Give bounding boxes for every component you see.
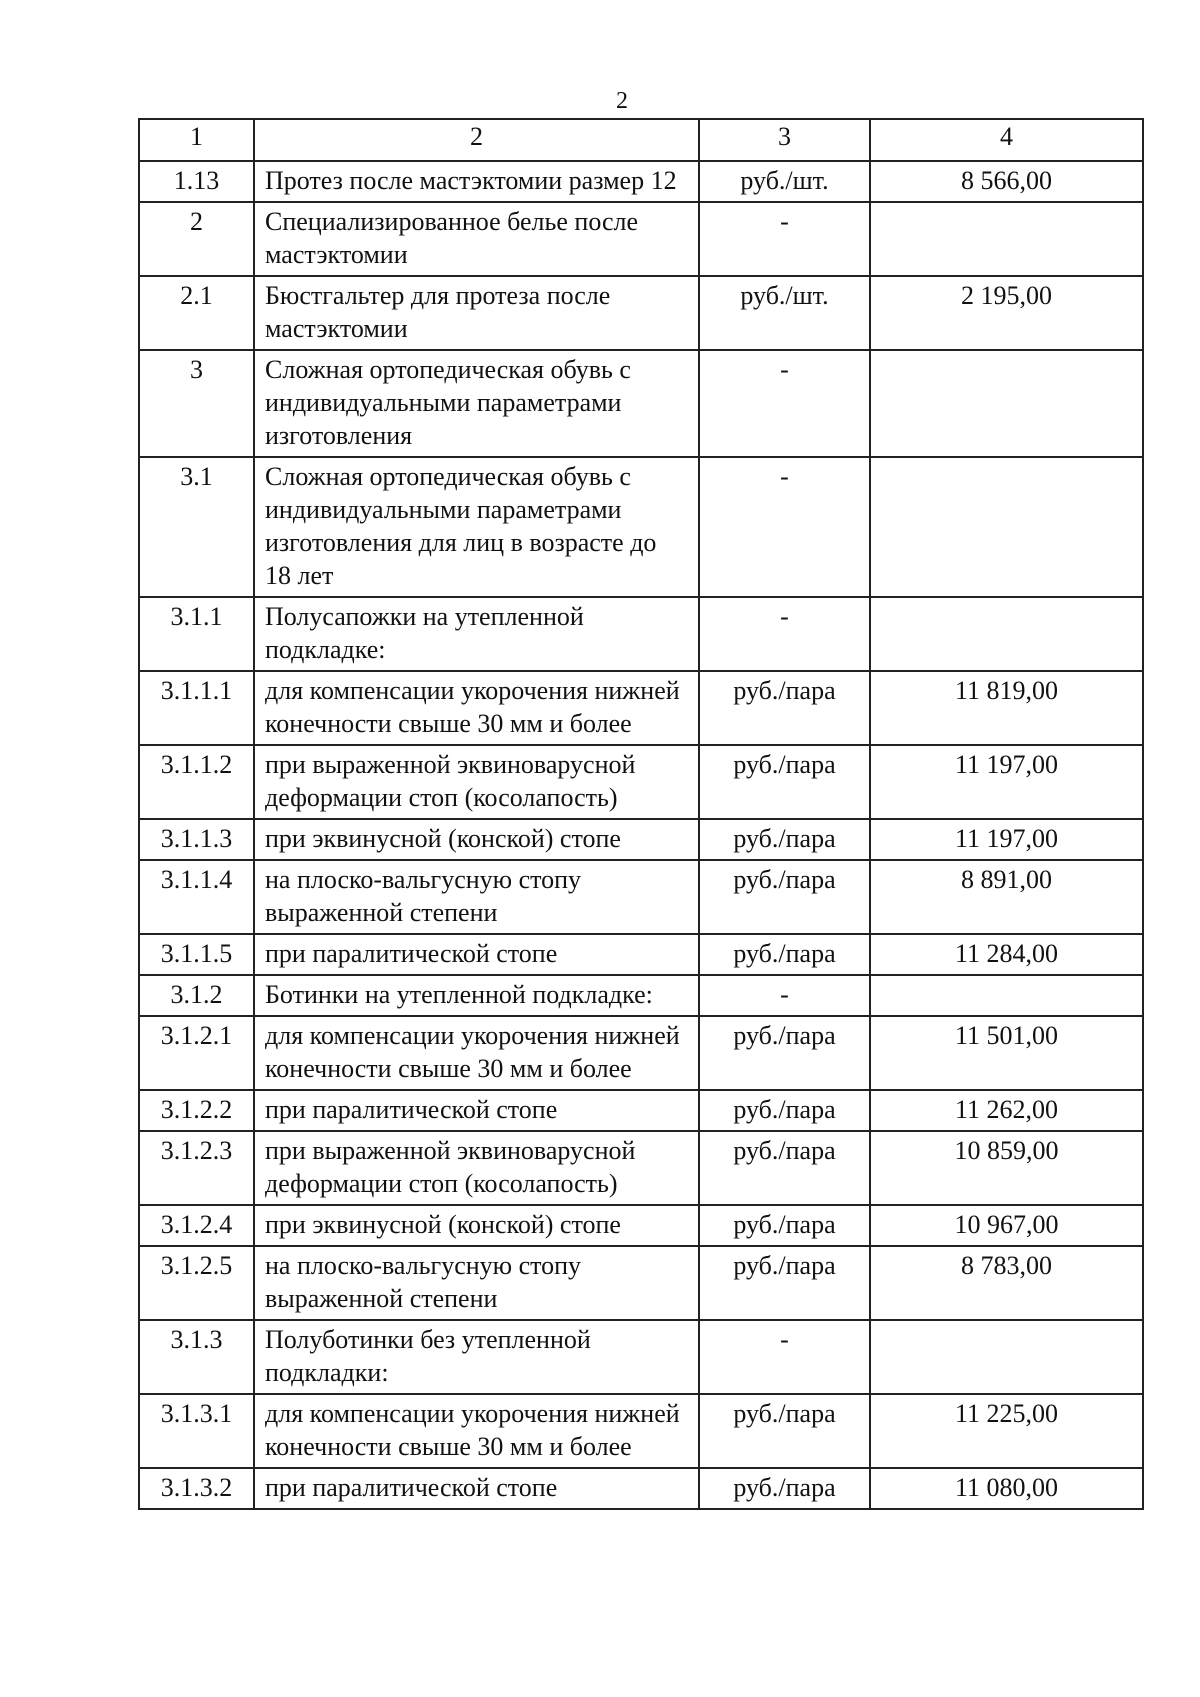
table-row	[139, 745, 1143, 819]
item-name-cell: для компенсации укорочения нижней конечности свыше 30 мм и более	[254, 1016, 699, 1090]
table-row	[139, 1468, 1143, 1509]
item-name-cell: при выраженной эквиноварусной деформации стоп (косолапость)	[254, 1131, 699, 1205]
table-row	[139, 934, 1143, 975]
row-number-cell: 3.1.1.1	[139, 671, 254, 745]
price-cell: 11 197,00	[870, 819, 1143, 860]
table-row	[139, 671, 1143, 745]
unit-cell: -	[699, 1320, 870, 1394]
row-number-cell: 3.1.2.1	[139, 1016, 254, 1090]
row-number-cell: 3.1.1.5	[139, 934, 254, 975]
item-name-cell: Ботинки на утепленной подкладке:	[254, 975, 699, 1016]
item-name-cell: для компенсации укорочения нижней конечности свыше 30 мм и более	[254, 1394, 699, 1468]
row-number-cell: 3.1	[139, 457, 254, 597]
item-name-cell: при выраженной эквиноварусной деформации стоп (косолапость)	[254, 745, 699, 819]
unit-cell: руб./пара	[699, 1205, 870, 1246]
row-number-cell: 3.1.1.4	[139, 860, 254, 934]
unit-cell: руб./пара	[699, 819, 870, 860]
item-name-cell: на плоско-вальгусную стопу выраженной степени	[254, 1246, 699, 1320]
unit-cell: -	[699, 350, 870, 457]
table-body	[139, 161, 1143, 1509]
unit-cell: руб./пара	[699, 1468, 870, 1509]
row-number-cell: 3	[139, 350, 254, 457]
row-number-cell: 3.1.1.3	[139, 819, 254, 860]
price-cell: 11 080,00	[870, 1468, 1143, 1509]
table-row	[139, 819, 1143, 860]
row-number-cell: 2.1	[139, 276, 254, 350]
unit-cell: руб./пара	[699, 1016, 870, 1090]
row-number-cell: 3.1.2	[139, 975, 254, 1016]
price-cell: 11 225,00	[870, 1394, 1143, 1468]
row-number-cell: 3.1.3	[139, 1320, 254, 1394]
header-row	[139, 119, 1143, 161]
header-cell-4: 4	[870, 119, 1143, 161]
unit-cell: -	[699, 975, 870, 1016]
item-name-cell: Полусапожки на утепленной подкладке:	[254, 597, 699, 671]
page-number: 2	[616, 88, 628, 114]
table-row	[139, 202, 1143, 276]
row-number-cell: 3.1.2.2	[139, 1090, 254, 1131]
price-cell	[870, 597, 1143, 671]
row-number-cell: 3.1.3.1	[139, 1394, 254, 1468]
price-table	[138, 118, 1144, 1510]
table-row	[139, 276, 1143, 350]
row-number-cell: 3.1.2.3	[139, 1131, 254, 1205]
price-cell: 10 967,00	[870, 1205, 1143, 1246]
table-row	[139, 1246, 1143, 1320]
header-cell-2: 2	[254, 119, 699, 161]
item-name-cell: на плоско-вальгусную стопу выраженной степени	[254, 860, 699, 934]
price-cell: 8 566,00	[870, 161, 1143, 202]
unit-cell: руб./пара	[699, 745, 870, 819]
header-cell-1: 1	[139, 119, 254, 161]
price-cell: 2 195,00	[870, 276, 1143, 350]
table-row	[139, 350, 1143, 457]
item-name-cell: Сложная ортопедическая обувь с индивидуальными параметрами изготовления	[254, 350, 699, 457]
unit-cell: руб./пара	[699, 1394, 870, 1468]
item-name-cell: при паралитической стопе	[254, 934, 699, 975]
price-cell: 11 262,00	[870, 1090, 1143, 1131]
unit-cell: руб./пара	[699, 1246, 870, 1320]
table-row	[139, 1016, 1143, 1090]
unit-cell: -	[699, 597, 870, 671]
item-name-cell: Специализированное белье после мастэктомии	[254, 202, 699, 276]
unit-cell: руб./шт.	[699, 276, 870, 350]
table-row	[139, 161, 1143, 202]
item-name-cell: для компенсации укорочения нижней конечности свыше 30 мм и более	[254, 671, 699, 745]
row-number-cell: 3.1.3.2	[139, 1468, 254, 1509]
item-name-cell: при эквинусной (конской) стопе	[254, 819, 699, 860]
item-name-cell: Бюстгальтер для протеза после мастэктомии	[254, 276, 699, 350]
item-name-cell: Полуботинки без утепленной подкладки:	[254, 1320, 699, 1394]
table-row	[139, 860, 1143, 934]
unit-cell: руб./пара	[699, 1131, 870, 1205]
price-cell	[870, 1320, 1143, 1394]
unit-cell: руб./пара	[699, 860, 870, 934]
price-cell: 8 783,00	[870, 1246, 1143, 1320]
price-cell: 8 891,00	[870, 860, 1143, 934]
price-cell: 11 284,00	[870, 934, 1143, 975]
item-name-cell: при эквинусной (конской) стопе	[254, 1205, 699, 1246]
unit-cell: -	[699, 457, 870, 597]
table-row	[139, 1320, 1143, 1394]
item-name-cell: при паралитической стопе	[254, 1468, 699, 1509]
table-row	[139, 1131, 1143, 1205]
unit-cell: -	[699, 202, 870, 276]
row-number-cell: 3.1.2.4	[139, 1205, 254, 1246]
row-number-cell: 3.1.2.5	[139, 1246, 254, 1320]
price-cell: 11 819,00	[870, 671, 1143, 745]
unit-cell: руб./пара	[699, 1090, 870, 1131]
price-cell: 11 501,00	[870, 1016, 1143, 1090]
price-cell	[870, 350, 1143, 457]
price-cell: 11 197,00	[870, 745, 1143, 819]
table-row	[139, 975, 1143, 1016]
unit-cell: руб./пара	[699, 934, 870, 975]
row-number-cell: 3.1.1.2	[139, 745, 254, 819]
item-name-cell: Сложная ортопедическая обувь с индивидуальными параметрами изготовления для лиц в возрасте до 18 лет	[254, 457, 699, 597]
item-name-cell: Протез после мастэктомии размер 12	[254, 161, 699, 202]
unit-cell: руб./шт.	[699, 161, 870, 202]
price-cell: 10 859,00	[870, 1131, 1143, 1205]
price-cell	[870, 457, 1143, 597]
header-cell-3: 3	[699, 119, 870, 161]
table-row	[139, 1090, 1143, 1131]
row-number-cell: 2	[139, 202, 254, 276]
item-name-cell: при паралитической стопе	[254, 1090, 699, 1131]
table-row	[139, 597, 1143, 671]
price-cell	[870, 975, 1143, 1016]
price-cell	[870, 202, 1143, 276]
unit-cell: руб./пара	[699, 671, 870, 745]
row-number-cell: 3.1.1	[139, 597, 254, 671]
table-row	[139, 1205, 1143, 1246]
table-row	[139, 457, 1143, 597]
table-row	[139, 1394, 1143, 1468]
row-number-cell: 1.13	[139, 161, 254, 202]
